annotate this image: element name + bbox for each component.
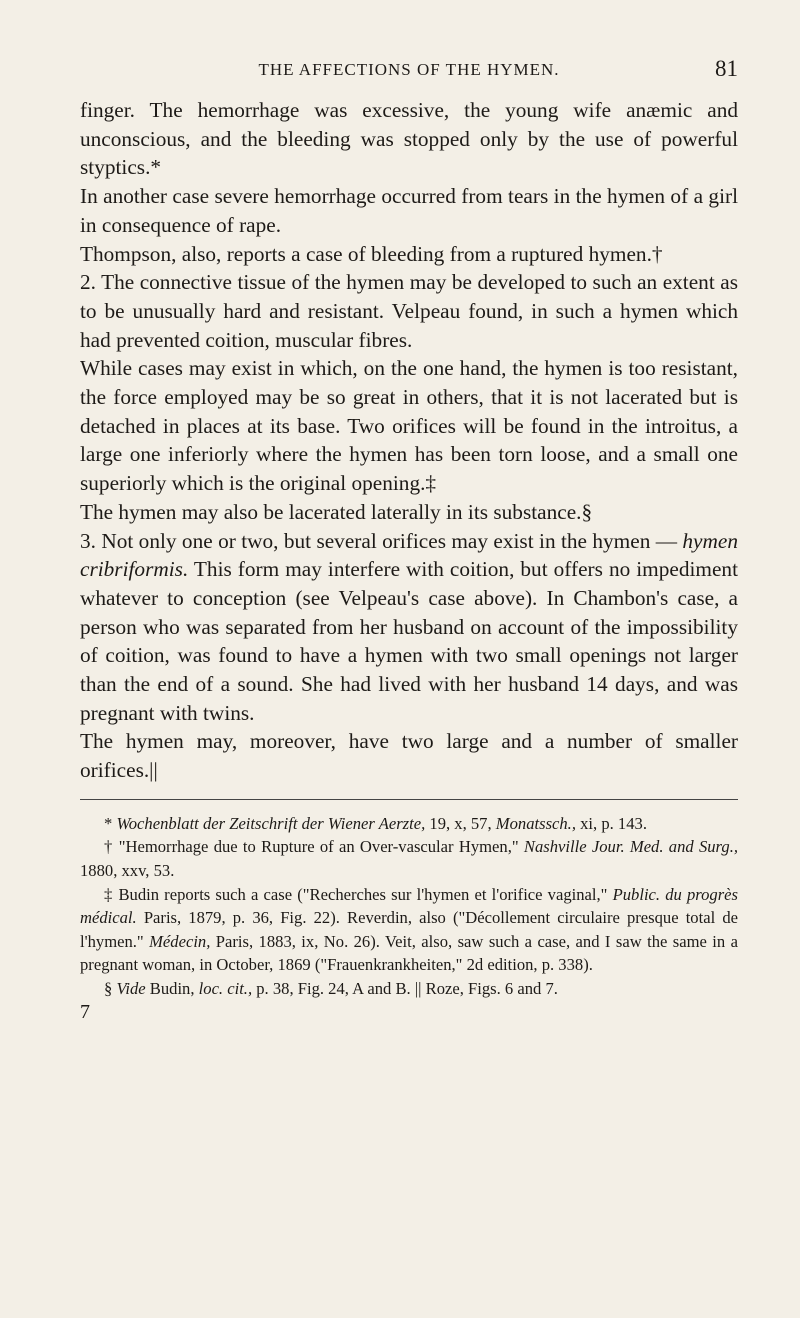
footnote	[80, 812, 738, 836]
paragraph: In another case severe hemorrhage occurred from tears in the hymen of a girl in consequence of rape.	[80, 184, 738, 237]
text-run: 3. Not only one or two, but several orifices may exist in the hymen —	[80, 528, 683, 553]
italic-title: Public. du progrès médical.	[80, 884, 738, 928]
italic-title: Médecin,	[149, 931, 211, 951]
footnote-divider	[80, 799, 738, 800]
paragraph: The hymen may also be lacerated laterally in its substance.§	[80, 499, 593, 524]
text-run: 1880, xxv, 53.	[80, 861, 175, 881]
italic-term: hymen cribriformis.	[80, 528, 738, 582]
italic-title: Wochenblatt der Zeitschrift der Wiener Aerzte,	[116, 813, 426, 833]
italic-title: Nashville Jour. Med. and Surg.,	[523, 837, 738, 857]
page-header	[80, 56, 738, 96]
text-run: §	[104, 979, 117, 999]
text-run: p. 38, Fig. 24, A and B. || Roze, Figs. 6 and 7.	[252, 979, 558, 999]
text-run: ‡ Budin reports such a case ("Recherches sur l'hymen et l'orifice vaginal,"	[104, 884, 613, 904]
body-text	[80, 96, 738, 785]
text-run: Paris, 1879, p. 36, Fig. 22). Reverdin, also ("Décollement circulaire presque total de l'hymen."	[80, 908, 738, 951]
paragraph: While cases may exist in which, on the one hand, the hymen is too resistant, the force employed may be so great in others, that it is not lacerated but is detached in places at its base. Two orifices will be found in the introitus, a large one inferiorly where the hymen has been torn loose, and a small one superiorly which is the original opening.‡	[80, 356, 738, 496]
text-run: † "Hemorrhage due to Rupture of an Over-vascular Hymen,"	[104, 837, 524, 857]
text-run: Budin,	[145, 979, 199, 999]
signature-mark: 7	[80, 1000, 90, 1023]
text-run: xi, p. 143.	[575, 813, 647, 833]
paragraph: finger. The hemorrhage was excessive, the young wife anæmic and unconscious, and the bleeding was stopped only by the use of powerful styptics.*	[80, 98, 738, 180]
text-run: 19, x, 57,	[425, 813, 496, 833]
italic-term: loc. cit.,	[198, 979, 253, 999]
footnote	[80, 835, 738, 882]
footnote	[80, 977, 738, 1001]
paragraph: The hymen may, moreover, have two large and a number of smaller orifices.||	[80, 729, 738, 783]
text-run: Paris, 1883, ix, No. 26). Veit, also, saw such a case, and I saw the same in a pregnant woman, in October, 1869 ("Frauenkrankheiten," 2d edition, p. 338).	[80, 931, 738, 975]
footnote	[80, 883, 738, 977]
paragraph: 2. The connective tissue of the hymen may be developed to such an extent as to be unusually hard and resistant. Velpeau found, in such a hymen which had prevented coition, muscular fibres.	[80, 270, 738, 352]
page-number: 81	[715, 56, 738, 81]
text-run: This form may interfere with coition, but offers no impediment whatever to conception (see Velpeau's case above). In Chambon's case, a person who was separated from her husband on account of the impossibility of coition, was found to have a hymen with two small openings not larger than the end of a sound. She had lived with her husband 14 days, and was pregnant with twins.	[80, 557, 738, 725]
footnotes	[80, 812, 738, 1001]
italic-title: Monatssch.,	[495, 813, 576, 833]
italic-term: Vide	[116, 979, 146, 999]
paragraph: Thompson, also, reports a case of bleeding from a ruptured hymen.†	[80, 241, 663, 266]
running-title: THE AFFECTIONS OF THE HYMEN.	[258, 60, 560, 79]
text-run: *	[104, 813, 117, 833]
paragraph	[80, 527, 738, 728]
